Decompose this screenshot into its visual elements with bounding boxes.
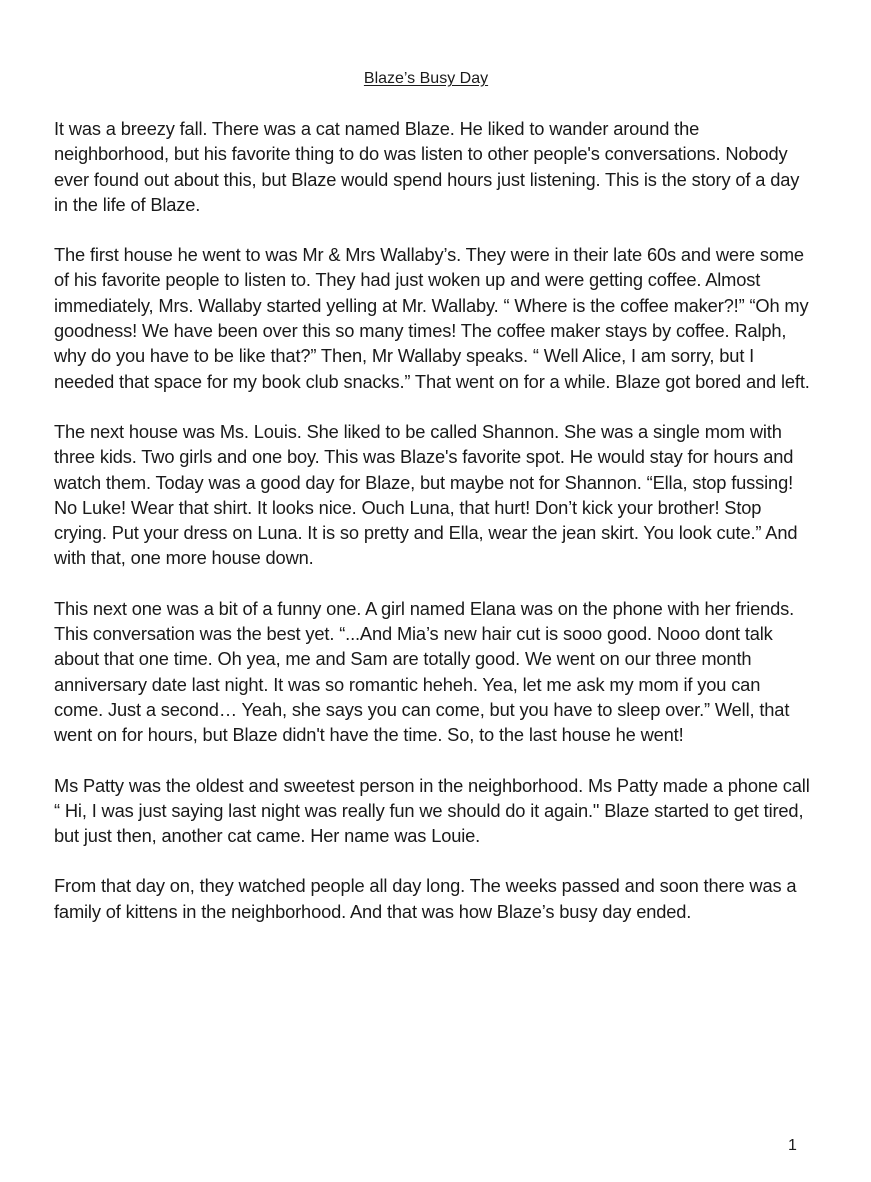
paragraph-3: The next house was Ms. Louis. She liked to be called Shannon. She was a single mom with three kids. Two girls and one boy. This was Blaze's favorite spot. He would stay for hours and watch them. Today was a good day for Blaze, but maybe not for Shannon. “Ella, stop fussing! No Luke! Wear that shirt. It looks nice. Ouch Luna, that hurt! Don’t kick your brother! Stop crying. Put your dress on Luna. It is so pretty and Ella, wear the jean skirt. You look cute.” And with that, one more house down.: [54, 420, 798, 569]
document-title: Blaze’s Busy Day: [363, 70, 489, 87]
document-body: [54, 116, 814, 949]
paragraph-2: The first house he went to was Mr & Mrs Wallaby’s. They were in their late 60s and were some of his favorite people to listen to. They had just woken up and were getting coffee. Almost immediately, Mrs. Wallaby started yelling at Mr. Wallaby. “ Where is the coffee maker?!” “Oh my goodness! We have been over this so many times! The coffee maker stays by coffee. Ralph, why do you have to be like that?” Then, Mr Wallaby speaks. “ Well Alice, I am sorry, but I needed that space for my book club snacks.” That went on for a while. Blaze got bored and left.: [54, 244, 810, 392]
paragraph-6: From that day on, they watched people all day long. The weeks passed and soon there was a family of kittens in the neighborhood. And that was how Blaze’s busy day ended.: [54, 875, 797, 922]
paragraph-1: It was a breezy fall. There was a cat named Blaze. He liked to wander around the neighborhood, but his favorite thing to do was listen to other people's conversations. Nobody ever found out about this, but Blaze would spend hours just listening. This is the story of a day in the life of Blaze.: [54, 118, 800, 215]
paragraph-4: This next one was a bit of a funny one. A girl named Elana was on the phone with her friends. This conversation was the best yet. “...And Mia’s new hair cut is sooo good. Nooo dont talk about that one time. Oh yea, me and Sam are totally good. We went on our three month anniversary date last night. It was so romantic heheh. Yea, let me ask my mom if you can come. Just a second… Yeah, she says you can come, but you have to sleep over.” Well, that went on for hours, but Blaze didn't have the time. So, to the last house he went!: [54, 597, 795, 746]
paragraph-5: Ms Patty was the oldest and sweetest person in the neighborhood. Ms Patty made a phone call “ Hi, I was just saying last night was really fun we should do it again." Blaze started to get tired, but just then, another cat came. Her name was Louie.: [54, 774, 810, 847]
page-number: 1: [788, 1137, 797, 1154]
